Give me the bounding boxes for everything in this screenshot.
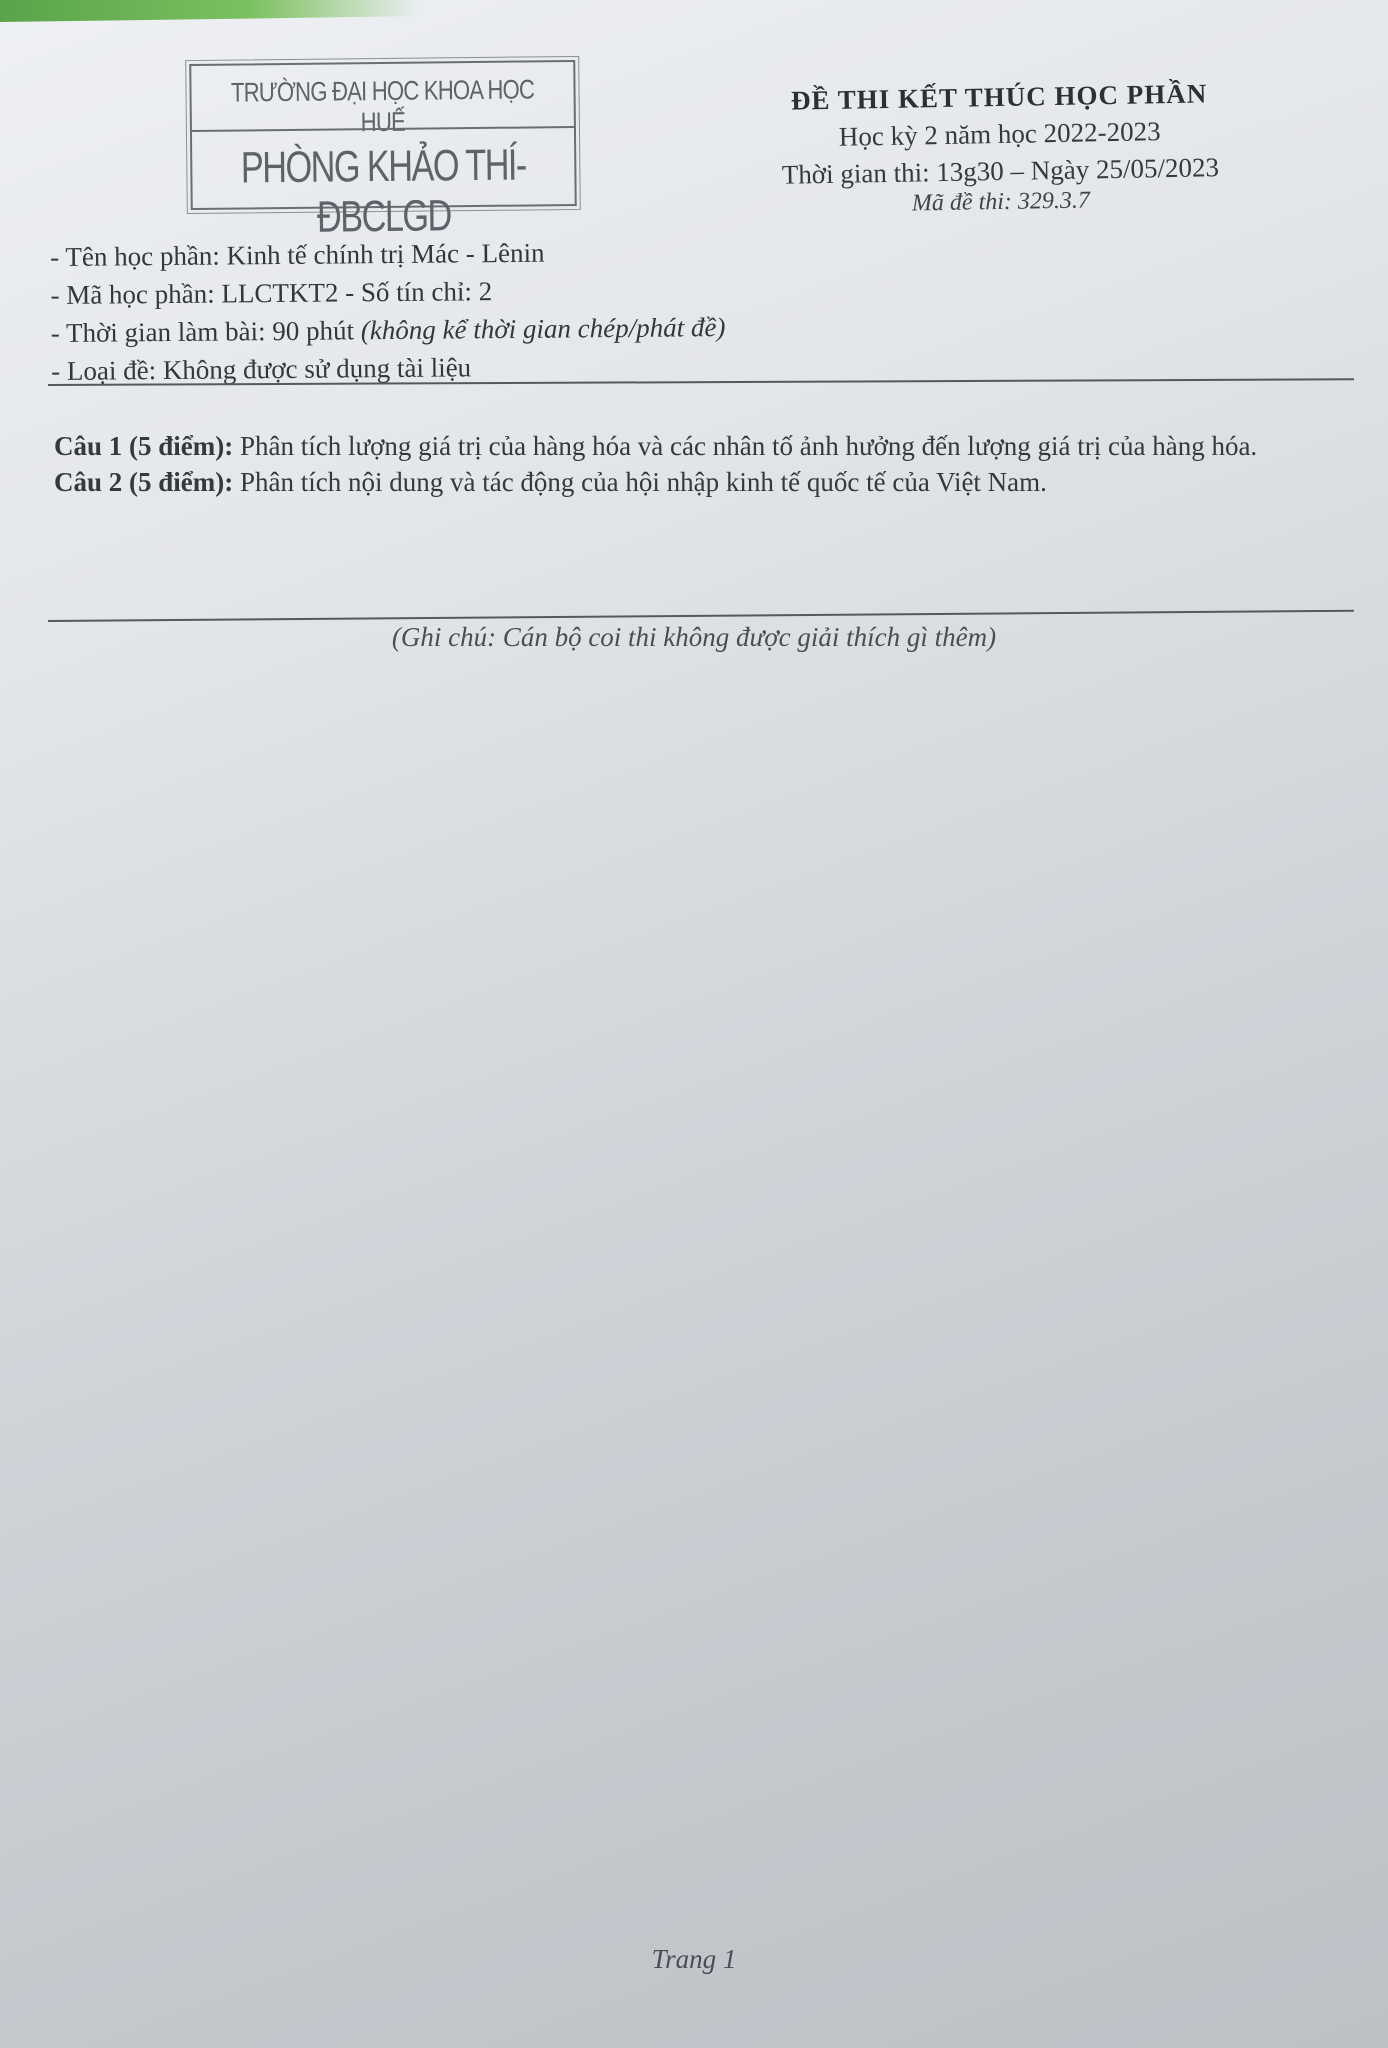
question-label: Câu 2 (5 điểm): — [54, 467, 234, 497]
exam-duration: - Thời gian làm bài: 90 phút — [50, 315, 355, 348]
green-edge-strip — [0, 0, 420, 22]
question-item — [54, 464, 1350, 500]
course-code: - Mã học phần: LLCTKT2 - Số tín chỉ: 2 — [50, 276, 493, 310]
proctor-note: (Ghi chú: Cán bộ coi thi không được giải thích gì thêm) — [391, 622, 997, 652]
stamp-department-name: PHÒNG KHẢO THÍ-ĐBCLGD — [240, 140, 527, 242]
exam-semester: Học kỳ 2 năm học 2022-2023 — [838, 116, 1161, 152]
stamp-university-name: TRƯỜNG ĐẠI HỌC KHOA HỌC HUẾ — [230, 74, 535, 138]
exam-code: Mã đề thi: 329.3.7 — [911, 187, 1091, 217]
exam-title: ĐỀ THI KẾT THÚC HỌC PHẦN — [790, 78, 1208, 116]
exam-type: - Loại đề: Không được sử dụng tài liệu — [51, 352, 472, 386]
question-label: Câu 1 (5 điểm): — [54, 431, 234, 461]
question-text: Phân tích nội dung và tác động của hội nhập kinh tế quốc tế của Việt Nam. — [239, 467, 1047, 497]
course-info — [50, 227, 1341, 390]
questions-divider-line — [48, 610, 1354, 622]
exam-time: Thời gian thi: 13g30 – Ngày 25/05/2023 — [781, 152, 1220, 190]
department-stamp — [189, 60, 577, 242]
page-number: Trang 1 — [651, 1944, 737, 1974]
exam-header — [719, 77, 1281, 221]
course-name: - Tên học phần: Kinh tế chính trị Mác - Lênin — [50, 237, 545, 272]
question-list — [54, 428, 1350, 500]
question-text: Phân tích lượng giá trị của hàng hóa và các nhân tố ảnh hưởng đến lượng giá trị của hàng hóa. — [239, 431, 1258, 461]
question-item — [54, 428, 1350, 464]
exam-duration-note: (không kể thời gian chép/phát đề) — [360, 312, 726, 346]
